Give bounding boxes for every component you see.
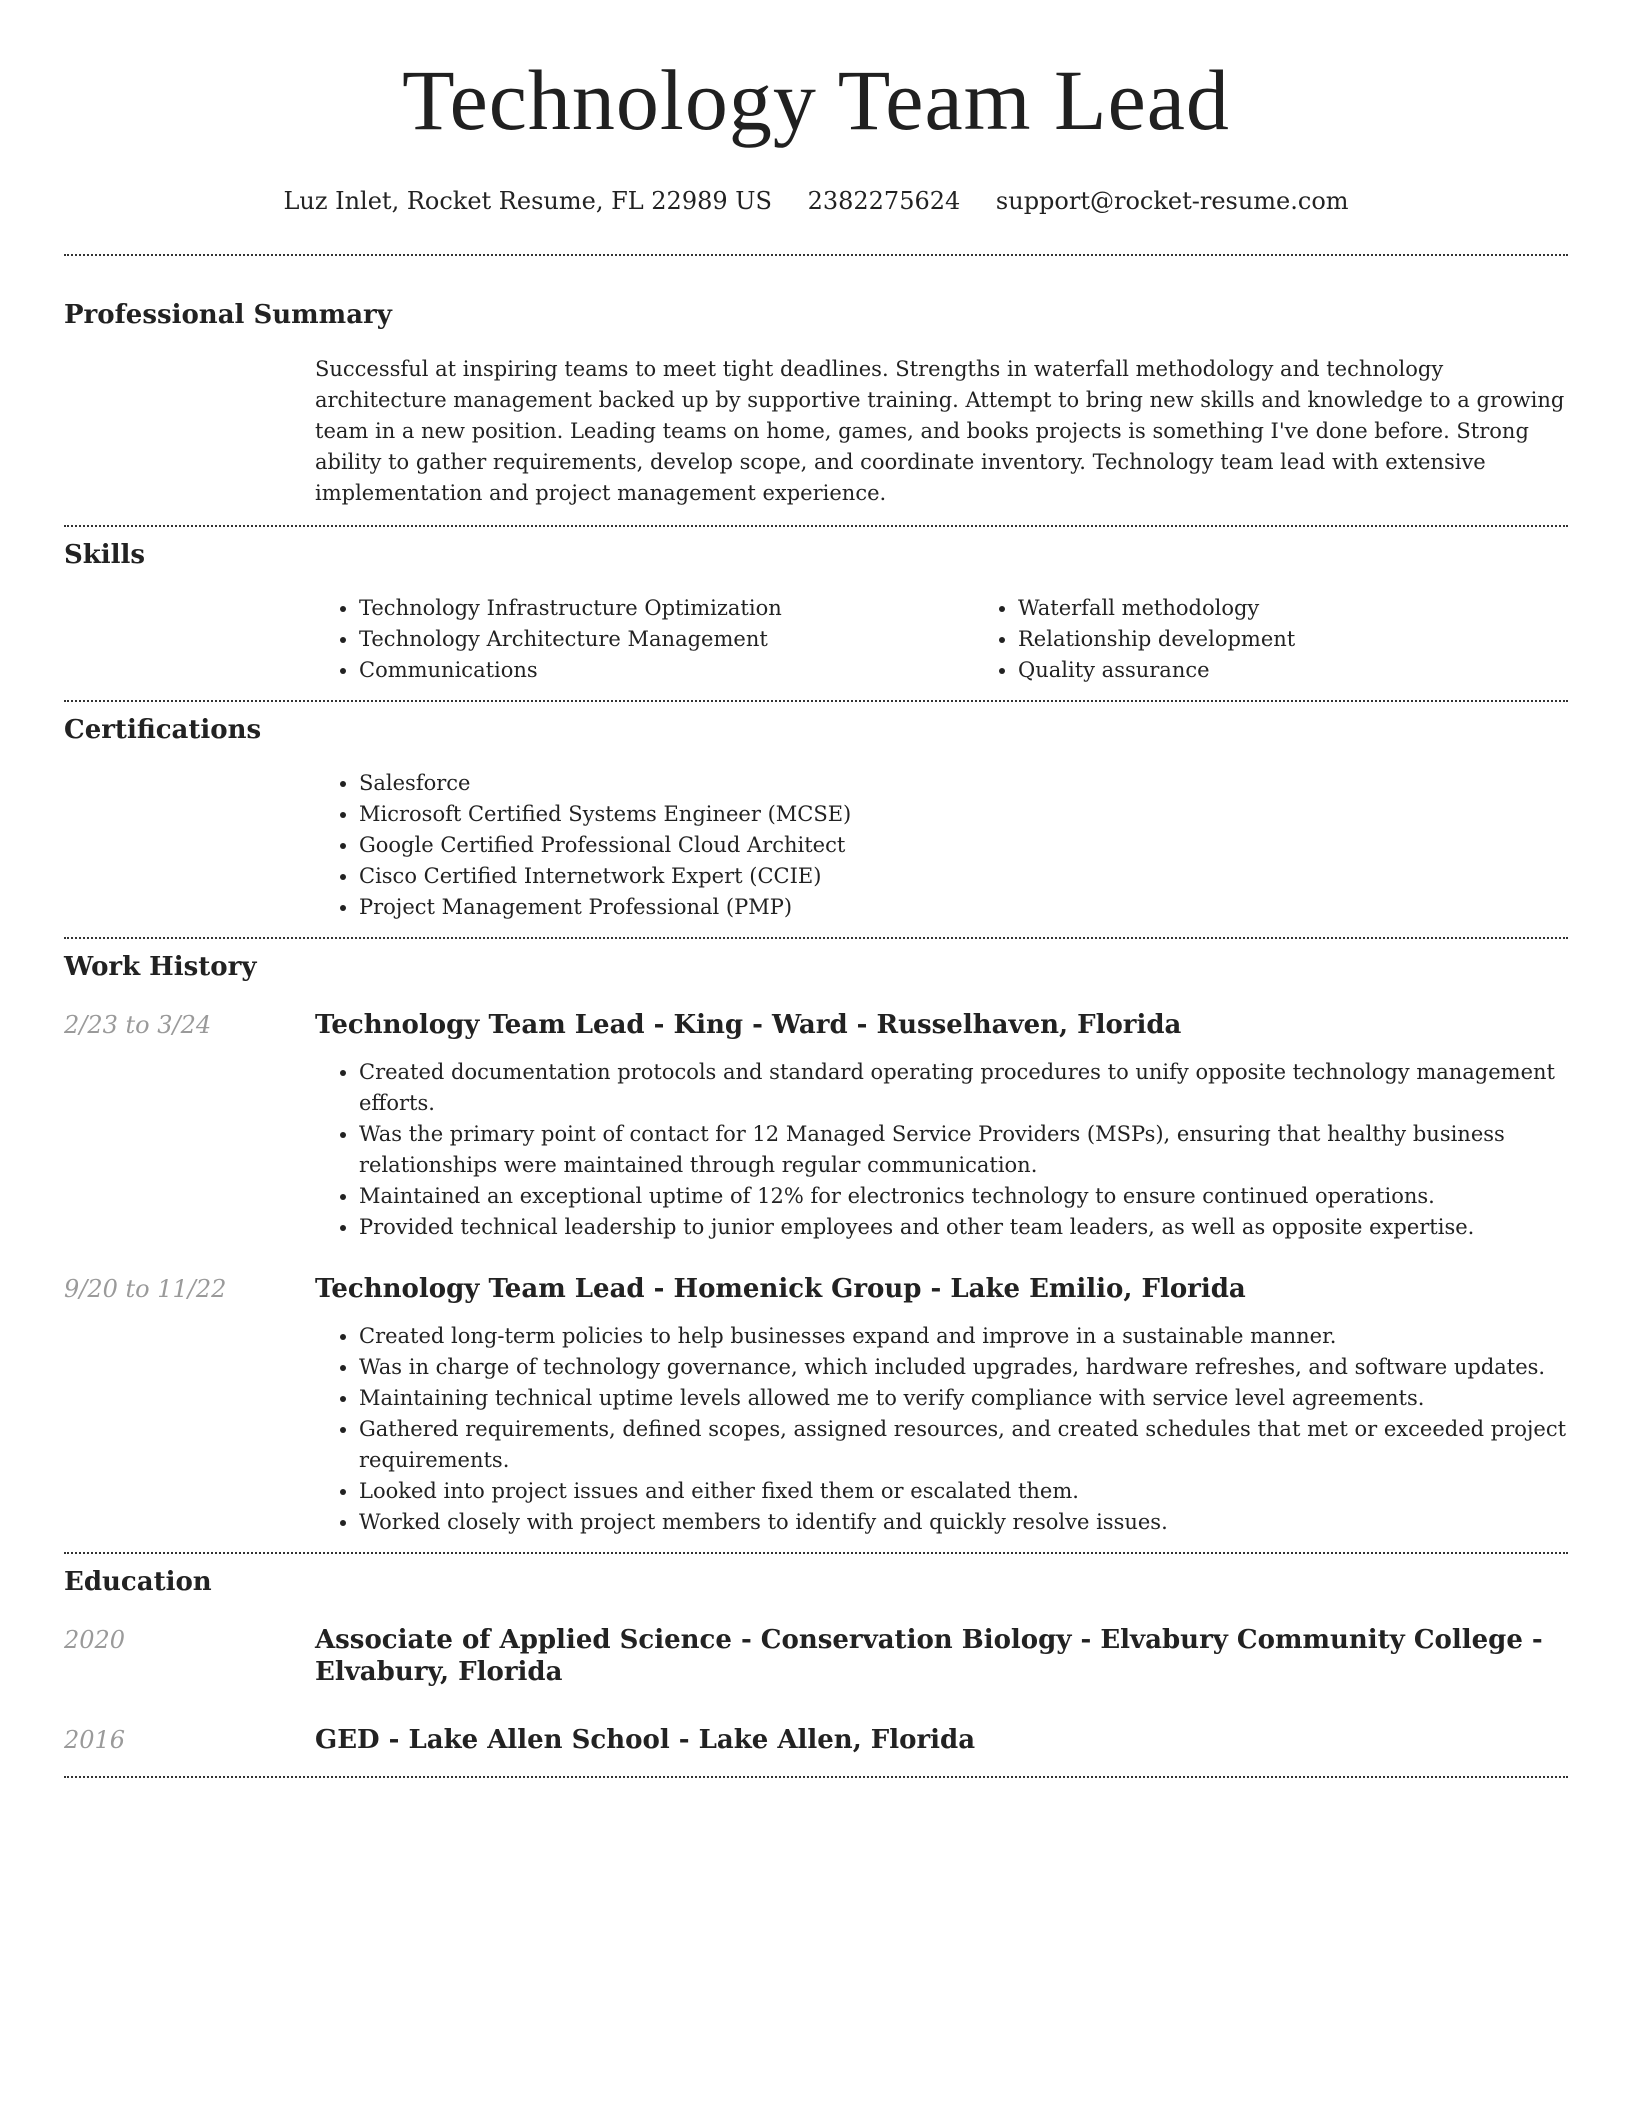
job-bullet: • Was in charge of technology governance, which included upgrades, hardware refreshes, and software updates. [359,1352,1568,1383]
job-entry [64,1009,1568,1243]
job-bullets [315,1321,1568,1538]
work-section [64,939,1568,1552]
job-bullet: • Provided technical leadership to junior employees and other team leaders, as well as opposite expertise. [359,1212,1568,1243]
contact-line [64,186,1568,216]
job-bullet: • Maintaining technical uptime levels allowed me to verify compliance with service level agreements. [359,1383,1568,1414]
job-bullet: • Worked closely with project members to identify and quickly resolve issues. [359,1507,1568,1538]
contact-email: support@rocket-resume.com [995,187,1349,215]
resume-page [64,0,1568,1778]
section-title-education: Education [64,1567,212,1597]
skill-item: • Waterfall methodology [1018,593,1632,624]
summary-text: Successful at inspiring teams to meet tight deadlines. Strengths in waterfall methodology and technology architecture management backed up by supportive training. Attempt to bring new skills and knowledge to a growing team in a new position. Leading teams on home, games, and books projects is something I've done before. Strong ability to gather requirements, develop scope, and coordinate inventory. Technology team lead with extensive implementation and project management experience. [315,357,1565,505]
certification-item: • Microsoft Certified Systems Engineer (MCSE) [359,799,1568,830]
certification-item: • Cisco Certified Internetwork Expert (CCIE) [359,861,1568,892]
job-bullets [315,1057,1568,1243]
skill-item: • Quality assurance [1018,655,1632,686]
job-date: 2/23 to 3/24 [64,1011,212,1039]
contact-address: Luz Inlet, Rocket Resume, FL 22989 US [283,187,772,215]
skill-item: • Communications [359,655,974,686]
skills-section [64,527,1568,700]
contact-phone: 2382275624 [807,187,961,215]
skills-list-2 [974,593,1632,686]
certifications-list [315,768,1568,923]
resume-header [64,0,1568,216]
job-bullet: • Was the primary point of contact for 12 Managed Service Providers (MSPs), ensuring that healthy business relationships were maintained through regular communication. [359,1119,1568,1181]
job-bullet: • Maintained an exceptional uptime of 12% for electronics technology to ensure continued operations. [359,1181,1568,1212]
education-section [64,1554,1568,1776]
job-bullet: • Created long-term policies to help businesses expand and improve in a sustainable manner. [359,1321,1568,1352]
job-title: Technology Team Lead - King - Ward - Russelhaven, Florida [315,1010,1182,1040]
job-bullet: • Gathered requirements, defined scopes, assigned resources, and created schedules that met or exceeded project requirements. [359,1414,1568,1476]
section-title-certifications: Certifications [64,715,262,745]
divider [64,1776,1568,1778]
job-date: 9/20 to 11/22 [64,1275,227,1303]
certification-item: • Google Certified Professional Cloud Architect [359,830,1568,861]
job-bullet: • Looked into project issues and either fixed them or escalated them. [359,1476,1568,1507]
skill-item: • Technology Infrastructure Optimization [359,593,974,624]
education-title: Associate of Applied Science - Conservation Biology - Elvabury Community College - Elvabury, Florida [315,1625,1543,1687]
education-date: 2020 [64,1626,126,1654]
education-date: 2016 [64,1726,126,1754]
skills-list-1 [315,593,974,686]
section-title-work: Work History [64,952,257,982]
job-entry [64,1273,1568,1538]
certification-item: • Salesforce [359,768,1568,799]
skill-item: • Relationship development [1018,624,1632,655]
job-bullet: • Created documentation protocols and standard operating procedures to unify opposite technology management efforts. [359,1057,1568,1119]
skill-item: • Technology Architecture Management [359,624,974,655]
education-entry [64,1624,1568,1688]
summary-section [64,256,1568,525]
certification-item: • Project Management Professional (PMP) [359,892,1568,923]
education-entry [64,1724,1568,1756]
candidate-name: Technology Team Lead [402,52,1230,148]
certifications-section [64,702,1568,937]
education-title: GED - Lake Allen School - Lake Allen, Florida [315,1725,976,1755]
section-title-skills: Skills [64,540,146,570]
job-title: Technology Team Lead - Homenick Group - Lake Emilio, Florida [315,1274,1246,1304]
section-title-summary: Professional Summary [64,300,392,330]
